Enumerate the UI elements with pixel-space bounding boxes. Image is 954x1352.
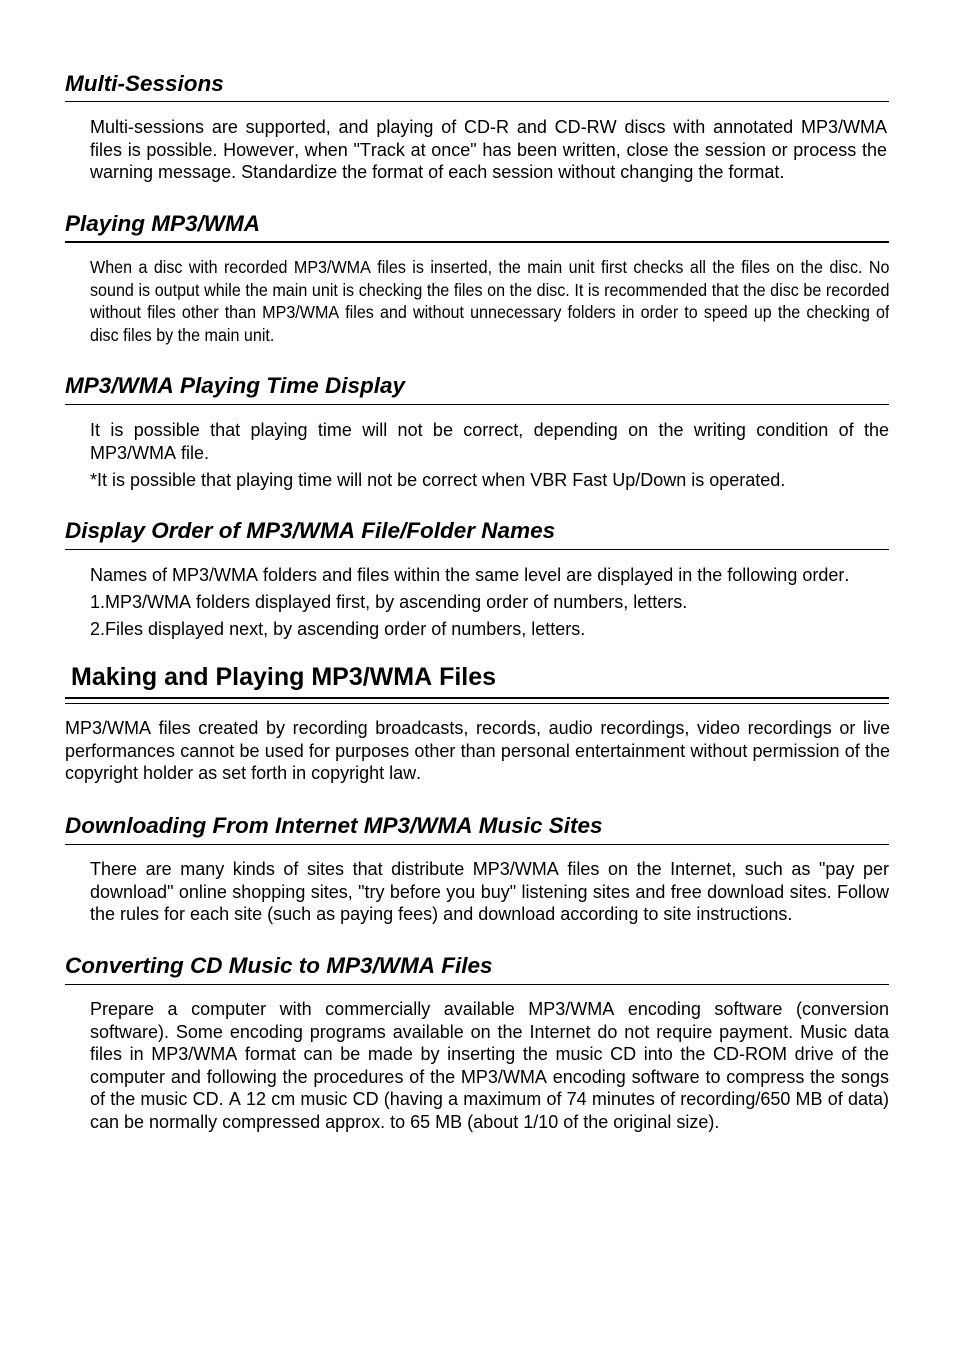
section-note: *It is possible that playing time will not be correct when VBR Fast Up/Down is operated.: [90, 470, 786, 490]
section-heading-rule: [65, 549, 889, 550]
section-heading-rule: [65, 101, 889, 102]
chapter-intro-paragraph: MP3/WMA files created by recording broadcasts, records, audio recordings, video recordings or live performances cannot be used for purposes other than personal entertainment without permission of the copyright holder as set forth in copyright law.: [65, 718, 890, 784]
section-paragraph: Prepare a computer with commercially available MP3/WMA encoding software (conversion software). Some encoding programs available on the Internet do not require payment. Music data files in MP3/WMA format can be made by inserting the music CD into the CD-ROM drive of the computer and following the procedures of the MP3/WMA encoding software to compress the songs of the music CD. A 12 cm music CD (having a maximum of 74 minutes of recording/650 MB of data) can be normally compressed approx. to 65 MB (about 1/10 of the original size).: [90, 999, 889, 1132]
section-heading-display-order: Display Order of MP3/WMA File/Folder Names: [65, 518, 556, 543]
section-paragraph: Names of MP3/WMA folders and files within the same level are displayed in the following order.: [90, 565, 850, 585]
ordered-list-item: 1.MP3/WMA folders displayed first, by ascending order of numbers, letters.: [90, 592, 688, 612]
section-heading-multi-sessions: Multi-Sessions: [65, 71, 224, 96]
section-paragraph: There are many kinds of sites that distribute MP3/WMA files on the Internet, such as "pay per download" online shopping sites, "try before you buy" listening sites and free download sites. Follow the rules for each site (such as paying fees) and download according to site instructions.: [90, 859, 889, 925]
section-heading-downloading: Downloading From Internet MP3/WMA Music Sites: [65, 813, 603, 838]
section-heading-rule: [65, 844, 889, 845]
chapter-double-rule: [65, 697, 889, 704]
condensed-paragraph-container: [90, 256, 889, 346]
section-heading-rule: [65, 404, 889, 405]
section-heading-playing-mp3-wma: Playing MP3/WMA: [65, 211, 261, 236]
chapter-heading: Making and Playing MP3/WMA Files: [71, 663, 497, 691]
section-heading-playing-time-display: MP3/WMA Playing Time Display: [65, 373, 406, 398]
section-paragraph: It is possible that playing time will not be correct, depending on the writing condition of the MP3/WMA file.: [90, 420, 889, 463]
section-heading-rule: [65, 984, 889, 985]
ordered-list-item: 2.Files displayed next, by ascending order of numbers, letters.: [90, 619, 586, 639]
section-heading-rule: [65, 241, 889, 243]
section-paragraph: When a disc with recorded MP3/WMA files is inserted, the main unit first checks all the files on the disc. No sound is output while the main unit is checking the files on the disc. It is recommended that the disc be recorded without files other than MP3/WMA files and without unnecessary folders in order to speed up the checking of disc files by the main unit.: [90, 257, 889, 345]
section-heading-converting: Converting CD Music to MP3/WMA Files: [65, 953, 493, 978]
section-paragraph: Multi-sessions are supported, and playing of CD-R and CD-RW discs with annotated MP3/WMA files is possible. However, when "Track at once" has been written, close the session or process the warning message. Standardize the format of each session without changing the format.: [90, 117, 887, 183]
